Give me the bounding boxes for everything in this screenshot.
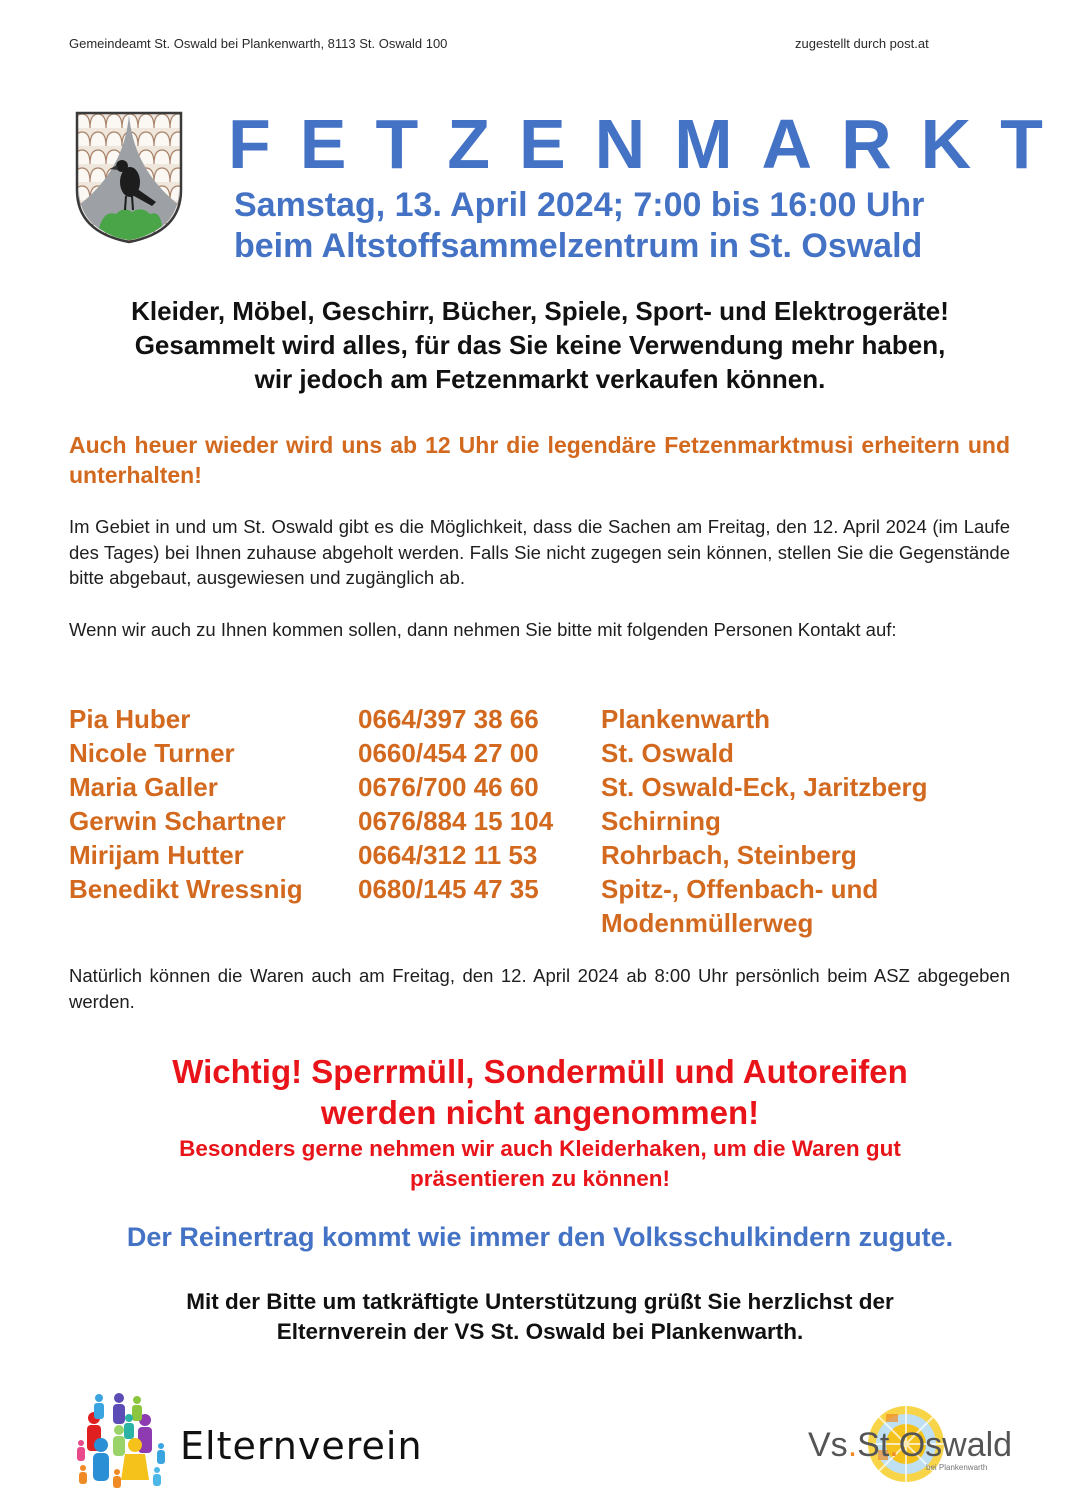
contact-area: St. Oswald-Eck, Jaritzberg xyxy=(601,772,928,802)
school-logo-text: Vs.St.Oswald xyxy=(808,1426,1013,1464)
event-date-time: Samstag, 13. April 2024; 7:00 bis 16:00 Uhr xyxy=(234,186,925,224)
intro-block xyxy=(60,294,1020,396)
proceeds-note: Der Reinertrag kommt wie immer den Volksschulkindern zugute. xyxy=(126,1222,954,1252)
warning-block xyxy=(60,1051,1020,1133)
contact-area: Plankenwarth xyxy=(601,704,771,734)
contact-name: Benedikt Wressnig xyxy=(69,874,303,904)
page-title: FETZENMARKT xyxy=(228,105,1072,183)
contact-name: Maria Galler xyxy=(69,772,218,802)
intro-line: Kleider, Möbel, Geschirr, Bücher, Spiele, Sport- und Elektrogeräte! xyxy=(131,296,949,326)
hangers-line: Besonders gerne nehmen wir auch Kleiderhaken, um die Waren gut xyxy=(179,1136,901,1161)
hangers-note xyxy=(60,1134,1020,1194)
intro-line: wir jedoch am Fetzenmarkt verkaufen können. xyxy=(254,364,826,394)
coat-of-arms-raven-icon xyxy=(74,110,184,245)
closing-greeting xyxy=(60,1287,1020,1347)
closing-line: Elternverein der VS St. Oswald bei Plankenwarth. xyxy=(276,1319,804,1344)
contact-list xyxy=(69,702,1019,940)
contact-name: Mirijam Hutter xyxy=(69,840,244,870)
warning-line: Wichtig! Sperrmüll, Sondermüll und Autoreifen xyxy=(172,1053,908,1090)
parents-association-logo-icon xyxy=(69,1388,171,1490)
contact-row xyxy=(69,838,1019,872)
contact-row xyxy=(69,804,1019,838)
sender-address: Gemeindeamt St. Oswald bei Plankenwarth, 8113 St. Oswald 100 xyxy=(69,36,448,51)
contact-row xyxy=(69,702,1019,736)
svg-text:bei Plankenwarth: bei Plankenwarth xyxy=(926,1463,988,1472)
music-note: Auch heuer wieder wird uns ab 12 Uhr die legendäre Fetzenmarktmusi erheitern und unterhalten! xyxy=(69,432,1010,488)
parents-association-label: Elternverein xyxy=(180,1424,423,1468)
delivery-note: zugestellt durch post.at xyxy=(795,36,929,51)
school-logo-icon xyxy=(806,1400,1016,1485)
pickup-info: Im Gebiet in und um St. Oswald gibt es die Möglichkeit, dass die Sachen am Freitag, den 12. April 2024 (im Laufe des Tages) bei Ihnen zuhause abgeholt werden. Falls Sie nicht zugegen sein können, stellen Sie die Gegenstände bitte abgebaut, ausgewiesen und zugänglich ab. xyxy=(69,516,1010,588)
dropoff-info: Natürlich können die Waren auch am Freitag, den 12. April 2024 ab 8:00 Uhr persönlich beim ASZ abgegeben werden. xyxy=(69,965,1010,1012)
contact-intro: Wenn wir auch zu Ihnen kommen sollen, dann nehmen Sie bitte mit folgenden Personen Kontakt auf: xyxy=(69,619,897,640)
event-venue: beim Altstoffsammelzentrum in St. Oswald xyxy=(234,227,923,265)
contact-phone: 0680/145 47 35 xyxy=(358,874,539,904)
contact-row xyxy=(69,736,1019,770)
contact-area: St. Oswald xyxy=(601,738,734,768)
hangers-line: präsentieren zu können! xyxy=(409,1166,671,1191)
intro-line: Gesammelt wird alles, für das Sie keine Verwendung mehr haben, xyxy=(134,330,946,360)
contact-name: Nicole Turner xyxy=(69,738,235,768)
contact-row xyxy=(69,770,1019,804)
warning-line: werden nicht angenommen! xyxy=(320,1094,760,1131)
closing-line: Mit der Bitte um tatkräftigte Unterstützung grüßt Sie herzlichst der xyxy=(186,1289,894,1314)
contact-phone: 0664/397 38 66 xyxy=(358,704,539,734)
contact-name: Pia Huber xyxy=(69,704,191,734)
contact-area: Schirning xyxy=(601,806,721,836)
contact-area: Rohrbach, Steinberg xyxy=(601,840,857,870)
contact-area: Spitz-, Offenbach- und Modenmüllerweg xyxy=(601,874,879,938)
contact-row xyxy=(69,872,1019,940)
contact-phone: 0676/884 15 104 xyxy=(358,806,554,836)
contact-name: Gerwin Schartner xyxy=(69,806,286,836)
contact-phone: 0664/312 11 53 xyxy=(358,840,538,870)
contact-phone: 0676/700 46 60 xyxy=(358,772,539,802)
contact-phone: 0660/454 27 00 xyxy=(358,738,539,768)
